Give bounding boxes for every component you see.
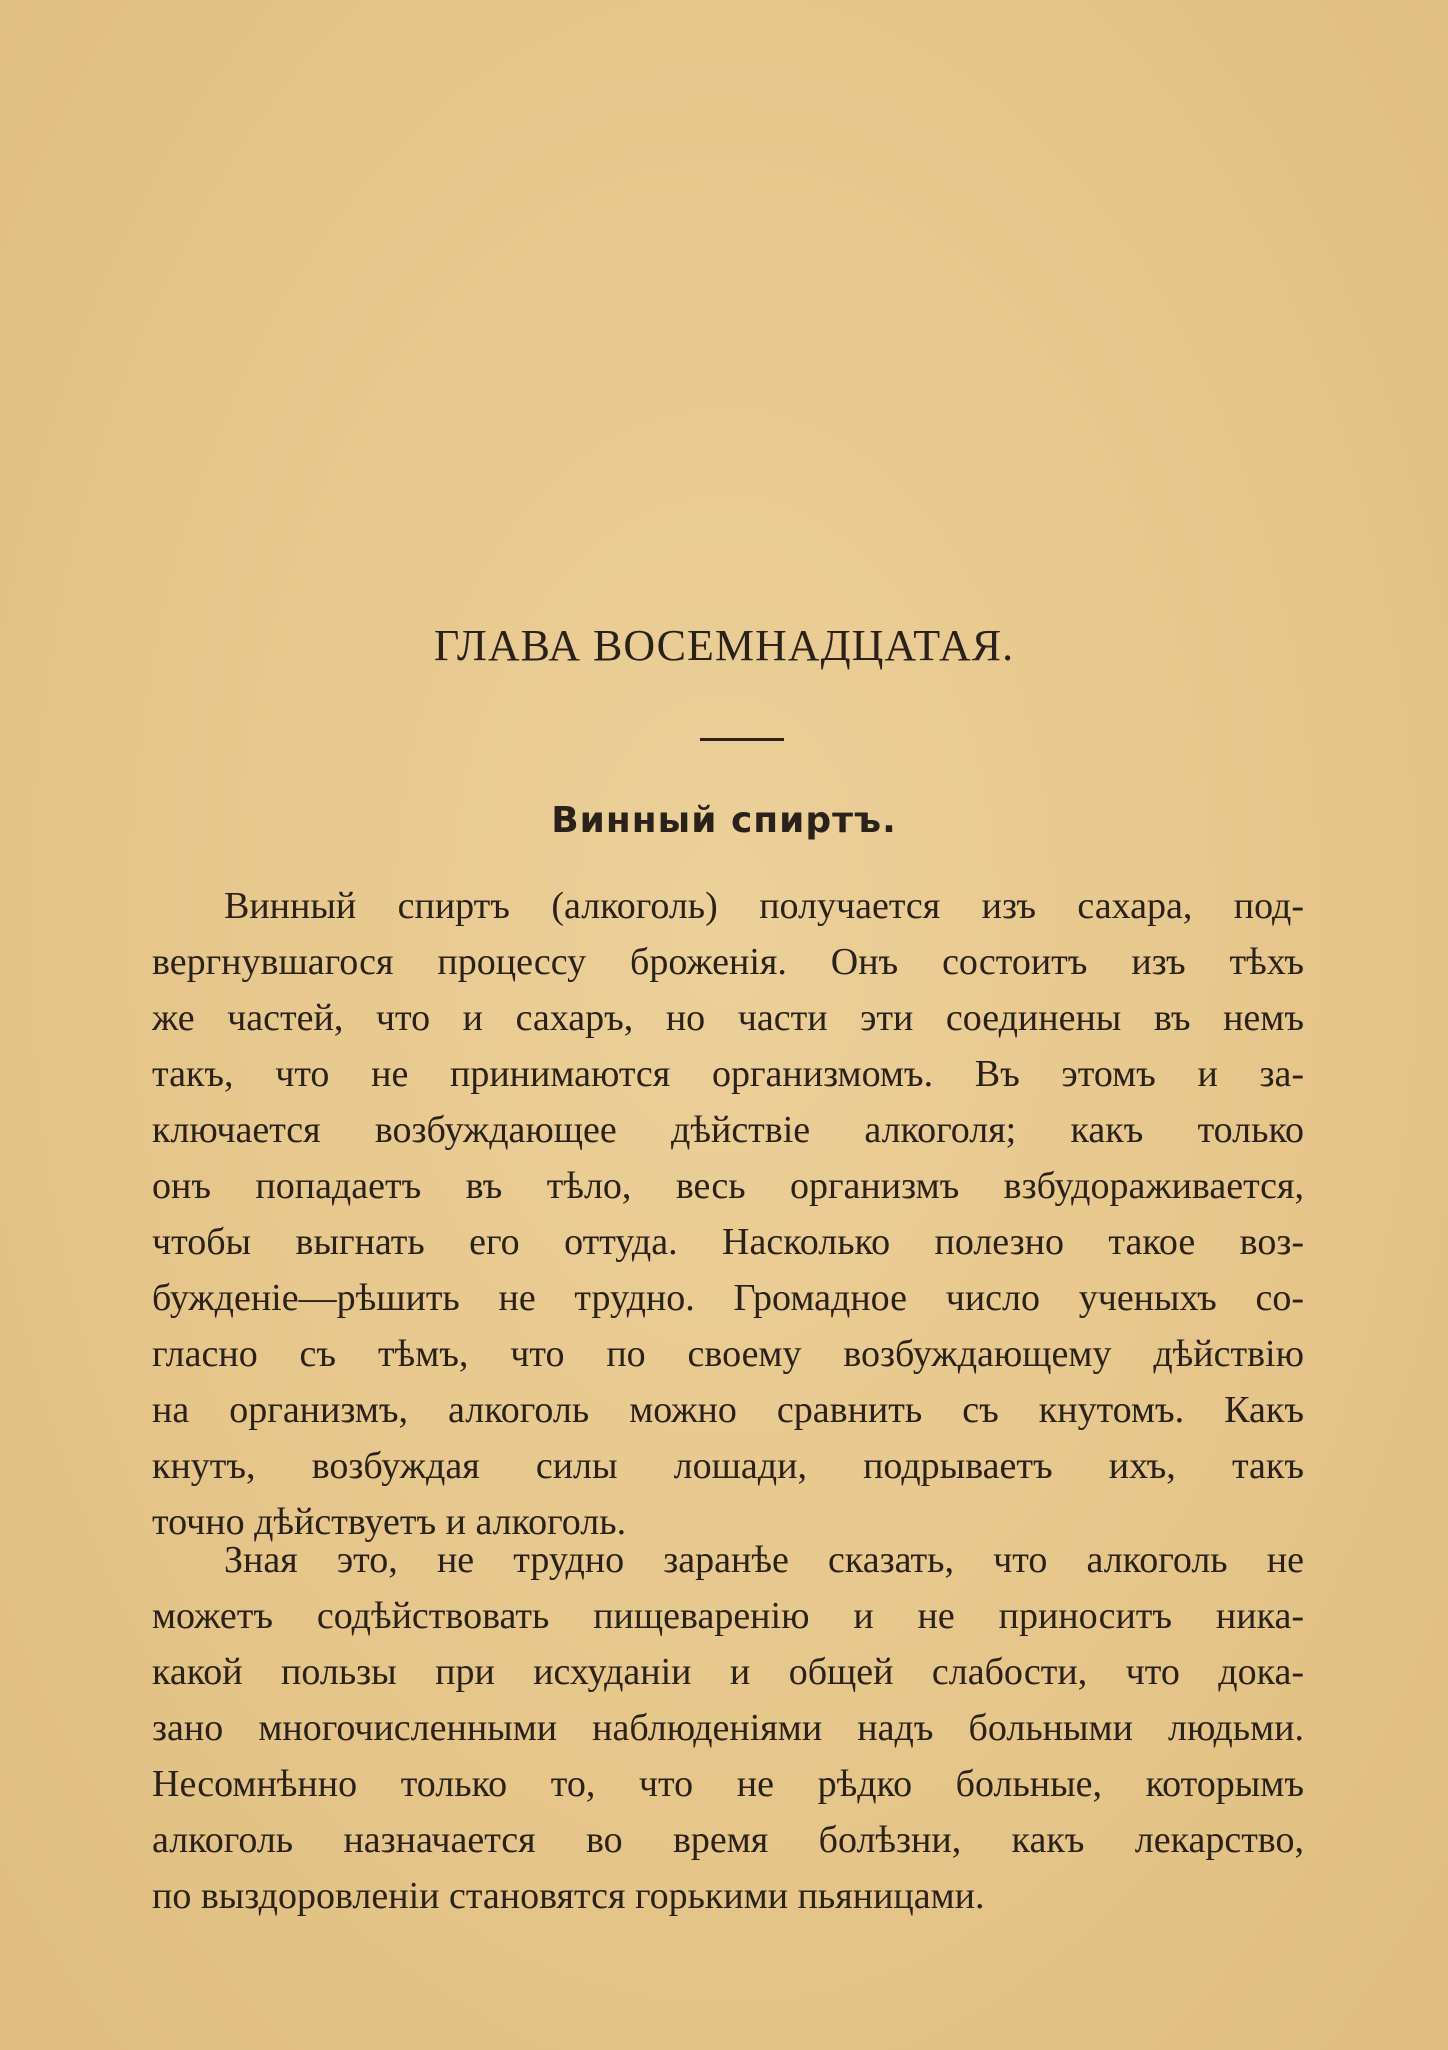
- text-line: кнутъ, возбуждая силы лошади, подрываетъ ихъ, такъ: [152, 1445, 1304, 1487]
- section-title: Винный спиртъ.: [551, 800, 897, 841]
- title-divider: [700, 738, 784, 741]
- text-line: Зная это, не трудно заранѣе сказать, что алкоголь не: [224, 1539, 1304, 1581]
- text-line: можетъ содѣйствовать пищеваренію и не приноситъ ника-: [152, 1595, 1304, 1637]
- text-line: алкоголь назначается во время болѣзни, какъ лекарство,: [152, 1819, 1304, 1861]
- text-line: ключается возбуждающее дѣйствіе алкоголя; какъ только: [152, 1109, 1304, 1151]
- text-line: зано многочисленными наблюденіями надъ больными людьми.: [152, 1707, 1304, 1749]
- text-line: такъ, что не принимаются организмомъ. Въ этомъ и за-: [152, 1053, 1304, 1095]
- text-line: гласно съ тѣмъ, что по своему возбуждающему дѣйствію: [152, 1333, 1304, 1375]
- paragraph-1: [152, 878, 1304, 1550]
- chapter-title: ГЛАВА ВОСЕМНАДЦАТАЯ.: [433, 621, 1015, 670]
- text-line: по выздоровленіи становятся горькими пьяницами.: [152, 1875, 985, 1917]
- text-line: Винный спиртъ (алкоголь) получается изъ сахара, под-: [224, 885, 1304, 927]
- text-line: чтобы выгнать его оттуда. Насколько полезно такое воз-: [152, 1221, 1304, 1263]
- text-line: на организмъ, алкоголь можно сравнить съ кнутомъ. Какъ: [152, 1389, 1304, 1431]
- paragraph-2: [152, 1532, 1304, 1924]
- text-line: же частей, что и сахаръ, но части эти соединены въ немъ: [152, 997, 1304, 1039]
- text-line: точно дѣйствуетъ и алкоголь.: [152, 1501, 627, 1543]
- text-line: какой пользы при исхуданіи и общей слабости, что дока-: [152, 1651, 1304, 1693]
- text-line: бужденіе—рѣшить не трудно. Громадное число ученыхъ со-: [152, 1277, 1304, 1319]
- text-line: вергнувшагося процессу броженія. Онъ состоитъ изъ тѣхъ: [152, 941, 1304, 983]
- text-line: онъ попадаетъ въ тѣло, весь организмъ взбудораживается,: [152, 1165, 1304, 1207]
- text-line: Несомнѣнно только то, что не рѣдко больные, которымъ: [152, 1763, 1304, 1805]
